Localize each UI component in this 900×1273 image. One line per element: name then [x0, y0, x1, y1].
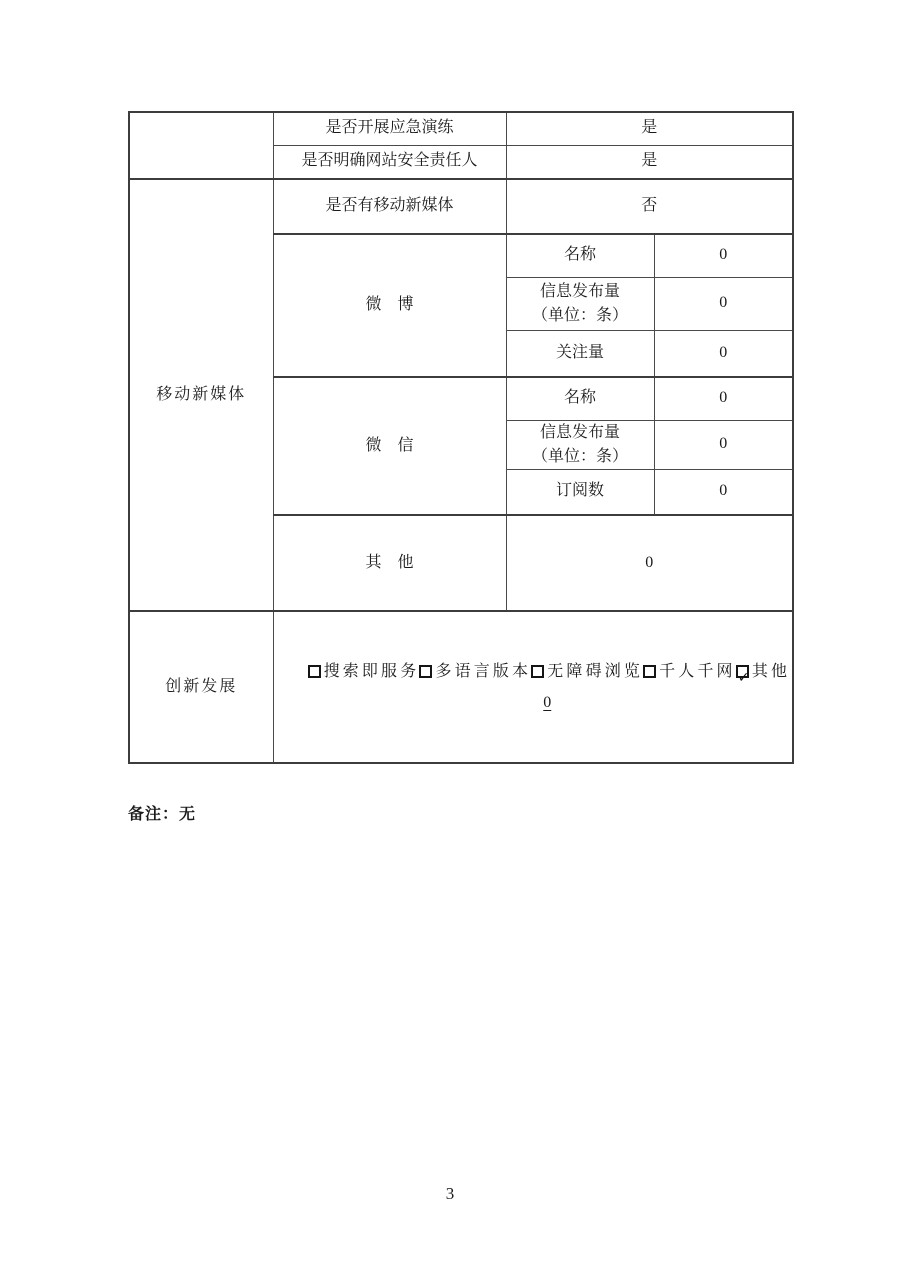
- wechat-name-value: 0: [654, 377, 793, 420]
- wechat-posts-label: [506, 420, 654, 469]
- search-service-checkbox-icon[interactable]: [308, 665, 321, 678]
- remark-note: 备注：无: [128, 806, 197, 823]
- wechat-subscribers-label: 订阅数: [506, 469, 654, 515]
- security-officer-value: 是: [506, 145, 793, 179]
- wechat-posts-label-line1: 信息发布量: [539, 423, 620, 441]
- security-officer-label: 是否明确网站安全责任人: [273, 145, 506, 179]
- accessibility-checkbox-icon[interactable]: [531, 665, 544, 678]
- weibo-header-cell: 微 博: [273, 234, 506, 377]
- security-section-header-cell: [129, 112, 273, 179]
- accessibility-label: 无障碍浏览: [544, 663, 643, 680]
- other-media-label: 其 他: [273, 515, 506, 611]
- search-service-label: 搜索即服务: [320, 663, 420, 680]
- innovation-other-value-line: [308, 687, 788, 718]
- weibo-name-label: 名称: [506, 234, 654, 277]
- innovation-other-value: 0: [543, 694, 552, 711]
- table-row: [129, 112, 793, 145]
- weibo-name-value: 0: [654, 234, 793, 277]
- weibo-posts-label-line2: （单位：条）: [531, 306, 628, 324]
- personalized-web-label: 千人千网: [655, 663, 736, 680]
- personalized-web-checkbox-icon[interactable]: [643, 665, 656, 678]
- weibo-posts-label-line1: 信息发布量: [539, 282, 620, 300]
- other-checkbox-icon[interactable]: [736, 665, 749, 678]
- has-mobile-media-label: 是否有移动新媒体: [273, 179, 506, 234]
- wechat-header-cell: 微 信: [273, 377, 506, 515]
- mobile-media-section-header: 移动新媒体: [129, 179, 273, 611]
- wechat-posts-value: 0: [654, 420, 793, 469]
- table-row: [129, 611, 793, 763]
- innovation-section-header: 创新发展: [129, 611, 273, 763]
- multilingual-label: 多语言版本: [432, 663, 532, 680]
- annual-report-table: [128, 111, 794, 764]
- wechat-posts-label-line2: （单位：条）: [531, 447, 628, 465]
- innovation-checkbox-line: [308, 656, 788, 687]
- has-mobile-media-value: 否: [506, 179, 793, 234]
- other-media-value: 0: [506, 515, 793, 611]
- page-number: 3: [445, 1184, 455, 1203]
- weibo-posts-value: 0: [654, 277, 793, 330]
- weibo-followers-value: 0: [654, 330, 793, 377]
- wechat-name-label: 名称: [506, 377, 654, 420]
- emergency-drill-label: 是否开展应急演练: [273, 112, 506, 145]
- innovation-options-cell: [273, 611, 793, 763]
- multilingual-checkbox-icon[interactable]: [419, 665, 432, 678]
- wechat-subscribers-value: 0: [654, 469, 793, 515]
- table-row: [129, 179, 793, 234]
- weibo-posts-label: [506, 277, 654, 330]
- other-option-label: 其他: [748, 663, 787, 680]
- weibo-followers-label: 关注量: [506, 330, 654, 377]
- emergency-drill-value: 是: [506, 112, 793, 145]
